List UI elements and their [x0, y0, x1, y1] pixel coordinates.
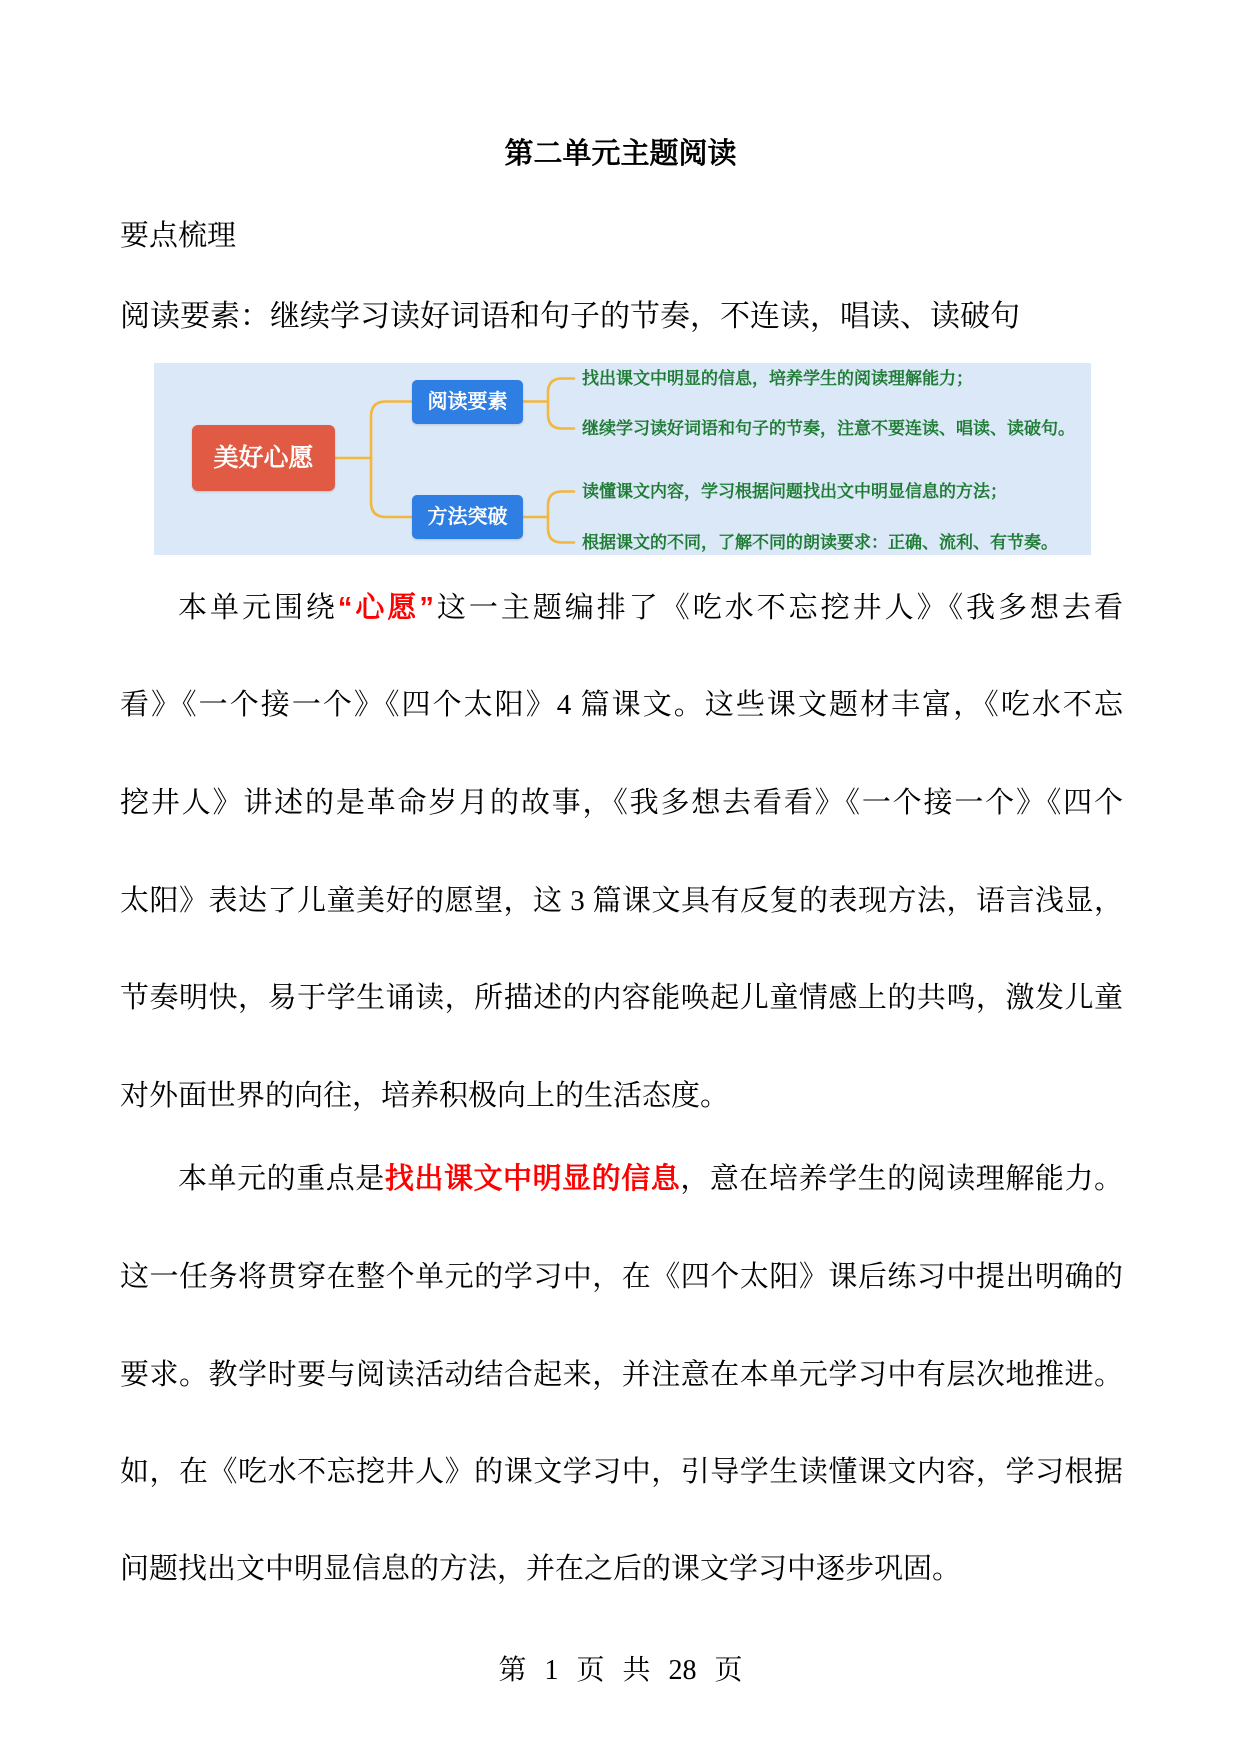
mind-map-branch-method-breakthrough: 方法突破	[412, 495, 523, 539]
mind-map-root: 美好心愿	[192, 425, 335, 491]
text-segment: 本单元围绕	[178, 592, 338, 624]
paragraph-line: 太阳》表达了儿童美好的愿望，这 3 篇课文具有反复的表现方法，语言浅显，	[120, 885, 1123, 917]
text-segment: ，意在培养学生的阅读理解能力。	[680, 1163, 1123, 1195]
trunk-connector	[371, 402, 412, 518]
section-heading: 要点梳理	[120, 220, 237, 252]
paragraph-line: 问题找出文中明显信息的方法，并在之后的课文学习中逐步巩固。	[120, 1553, 962, 1585]
mind-map-item: 读懂课文内容，学习根据问题找出文中明显信息的方法；	[582, 482, 1007, 501]
paragraph-line	[120, 588, 1123, 628]
paragraph-line: 要求。教学时要与阅读活动结合起来，并注意在本单元学习中有层次地推进。	[120, 1359, 1123, 1391]
paragraph-line: 对外面世界的向往，培养积极向上的生活态度。	[120, 1080, 730, 1112]
paragraph-line: 挖井人》讲述的是革命岁月的故事，《我多想去看看》《一个接一个》《四个	[120, 787, 1123, 819]
text-segment: 本单元的重点是	[178, 1163, 385, 1195]
highlight-keyword: 找出课文中明显的信息	[384, 1163, 681, 1195]
mind-map-item: 找出课文中明显的信息，培养学生的阅读理解能力；	[582, 369, 973, 388]
paragraph-line: 节奏明快，易于学生诵读，所描述的内容能唤起儿童情感上的共鸣，激发儿童	[120, 982, 1123, 1014]
paragraph-line: 看》《一个接一个》《四个太阳》4 篇课文。这些课文题材丰富，《吃水不忘	[120, 689, 1123, 721]
paragraph-line	[120, 1159, 1123, 1199]
text-segment: 这一主题编排了《吃水不忘挖井人》《我多想去看	[433, 592, 1123, 624]
paragraph-line: 这一任务将贯穿在整个单元的学习中，在《四个太阳》课后练习中提出明确的	[120, 1261, 1123, 1293]
branch-2-bracket	[548, 492, 574, 543]
page-footer: 第 1 页 共 28 页	[498, 1655, 743, 1686]
mind-map-item: 继续学习读好词语和句子的节奏，注意不要连读、唱读、读破句。	[582, 419, 1075, 438]
mind-map-item: 根据课文的不同，了解不同的朗读要求：正确、流利、有节奏。	[582, 533, 1058, 552]
reading-element-line: 阅读要素：继续学习读好词语和句子的节奏，不连读，唱读、读破句	[120, 300, 1020, 333]
branch-1-bracket	[548, 379, 574, 429]
paragraph-line: 如，在《吃水不忘挖井人》的课文学习中，引导学生读懂课文内容，学习根据	[120, 1456, 1123, 1488]
highlight-keyword: “心愿”	[337, 592, 434, 624]
mind-map-branch-reading-elements: 阅读要素	[412, 380, 523, 424]
page-title: 第二单元主题阅读	[504, 138, 737, 170]
mind-map-figure	[154, 363, 1091, 555]
